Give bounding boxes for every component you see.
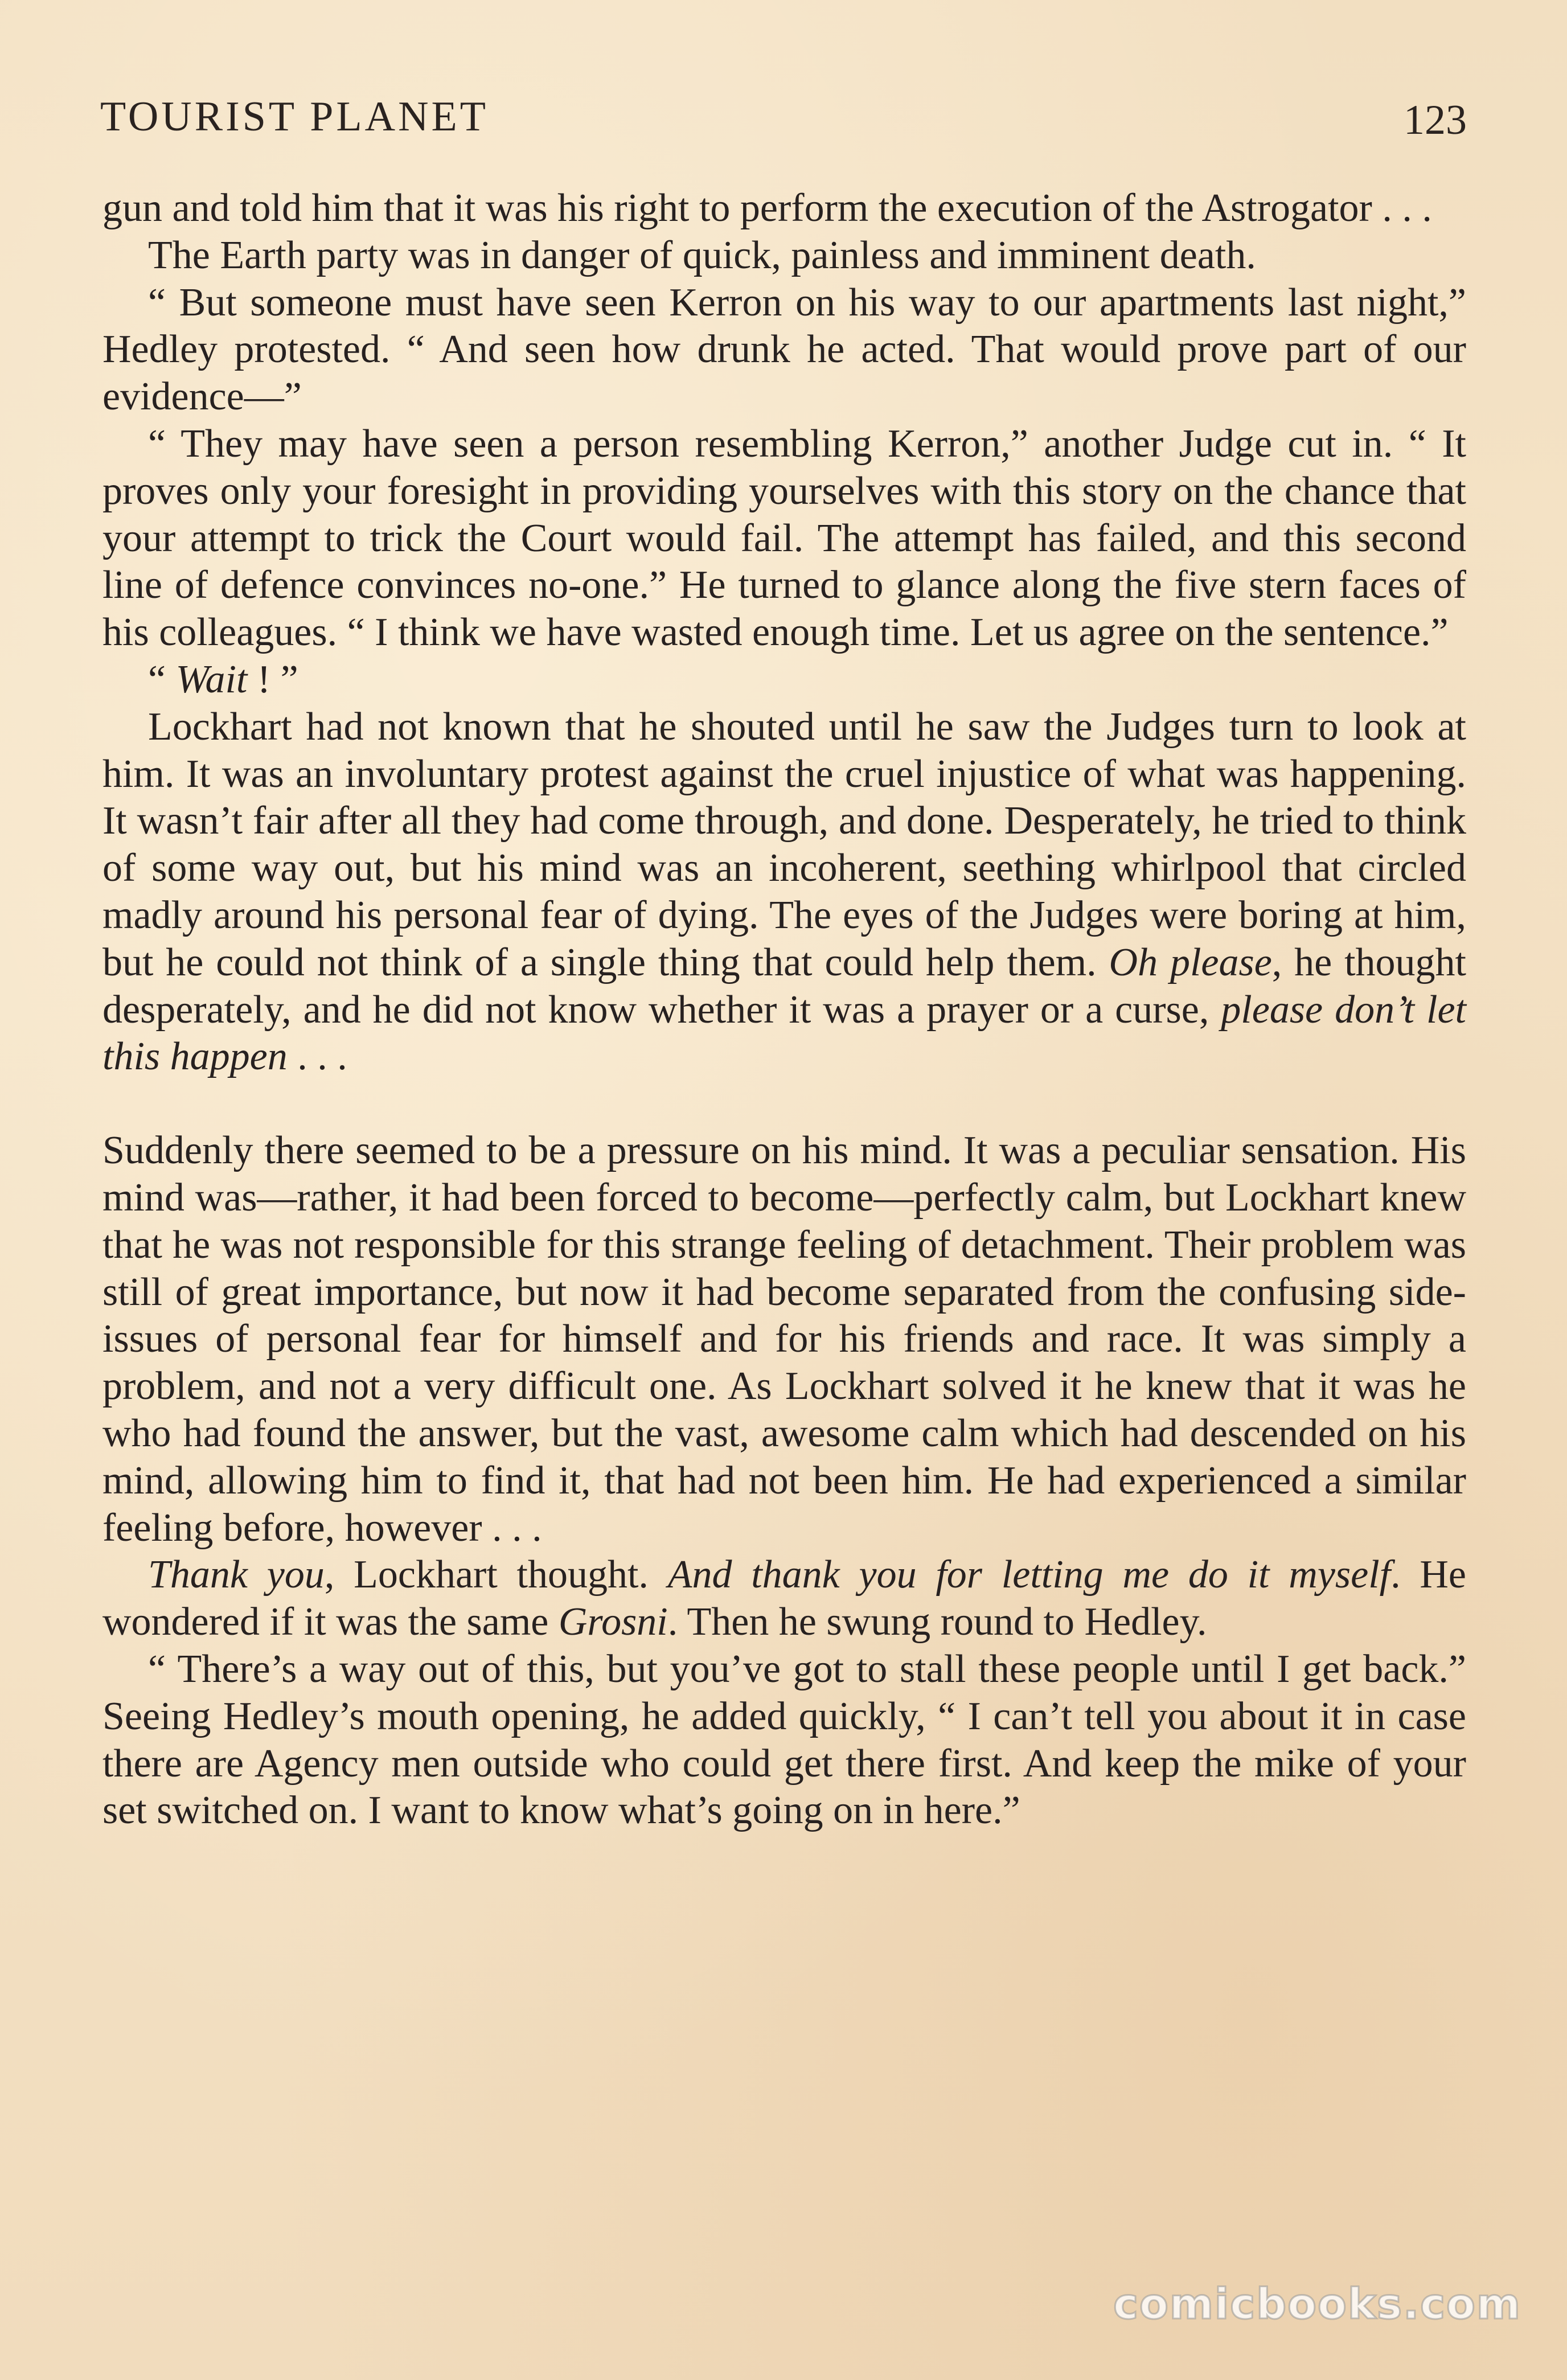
text-run: “ xyxy=(148,657,176,701)
page-number: 123 xyxy=(1404,97,1467,143)
paragraph xyxy=(102,185,1466,232)
paragraph xyxy=(102,1552,1466,1646)
watermark: comicbooks.com xyxy=(1113,2280,1521,2329)
paragraph xyxy=(102,656,1466,704)
body-text xyxy=(102,185,1466,1835)
text-run: “ But someone must have seen Kerron on his way to our apartments last night,” Hedley protested. “ And seen how drunk he acted. That would prove part of our evidence—” xyxy=(102,280,1466,419)
paragraph xyxy=(102,232,1466,280)
text-run: ! ” xyxy=(247,657,298,701)
text-run: . Then he swung round to Hedley. xyxy=(667,1600,1207,1644)
running-title: TOURIST PLANET xyxy=(100,93,489,140)
italic-text: Thank you xyxy=(148,1553,325,1597)
italic-text: Oh please xyxy=(1109,940,1272,984)
paragraph xyxy=(102,704,1466,1081)
text-run: , he thought desperately, and he did not know whether it was a prayer or a curse, xyxy=(102,940,1466,1032)
text-run: “ They may have seen a person resembling Kerron,” another Judge cut in. “ It proves only your foresight in providing yourselves with this story on the chance that your attempt to trick the Court would fail. The attempt has failed, and this second line of defence convinces no-one.” He turned to glance along the five stern faces of his colleagues. “ I think we have wasted enough time. Let us agree on the sentence.” xyxy=(102,421,1466,655)
text-run: Lockhart had not known that he shouted until he saw the Judges turn to look at him. It was an involuntary protest against the cruel injustice of what was happening. It wasn’t fair after all they had come through, and done. Desperately, he tried to think of some way out, but his mind was an incoherent, seething whirlpool that circled madly around his personal fear of dying. The eyes of the Judges were boring at him, but he could not think of a single thing that could help them. xyxy=(102,704,1466,984)
paragraph xyxy=(102,280,1466,421)
italic-text: please don’t let this happen xyxy=(102,987,1467,1079)
text-run: Suddenly there seemed to be a pressure on his mind. It was a peculiar sensation. His mind was—rather, it had been forced to become—perfectly calm, but Lockhart knew that he was not responsible for this strange feeling of detachment. Their problem was still of great importance, but now it had become separated from the confusing side-issues of personal fear for himself and for his friends and race. It was simply a problem, and not a very difficult one. As Lockhart solved it he knew that it was he who had found the answer, but the vast, awesome calm which had descended on his mind, allowing him to find it, that had not been him. He had experienced a similar feeling before, however . . . xyxy=(102,1129,1466,1550)
paragraph xyxy=(102,1127,1466,1552)
text-run: , Lockhart thought. xyxy=(324,1553,668,1597)
text-run: “ There’s a way out of this, but you’ve got to stall these people until I get back.” Seeing Hedley’s mouth opening, he added quickly, “ I can’t tell you about it in case there are Agency men outside who could get there first. And keep the mike of your set switched on. I want to know what’s going on in here.” xyxy=(102,1647,1466,1833)
running-head xyxy=(100,85,1467,148)
italic-text: Grosni xyxy=(558,1600,668,1644)
italic-text: Wait xyxy=(175,657,248,701)
paragraph xyxy=(102,421,1466,656)
text-run: The Earth party was in danger of quick, painless and imminent death. xyxy=(148,233,1256,277)
text-run: gun and told him that it was his right to perform the execution of the Astrogator . . . xyxy=(102,186,1432,230)
text-run: . . . xyxy=(287,1035,347,1079)
italic-text: And thank you for letting me do it myself xyxy=(667,1553,1391,1597)
text-run: . He wondered if it was the same xyxy=(102,1553,1466,1644)
paragraph xyxy=(102,1646,1466,1835)
